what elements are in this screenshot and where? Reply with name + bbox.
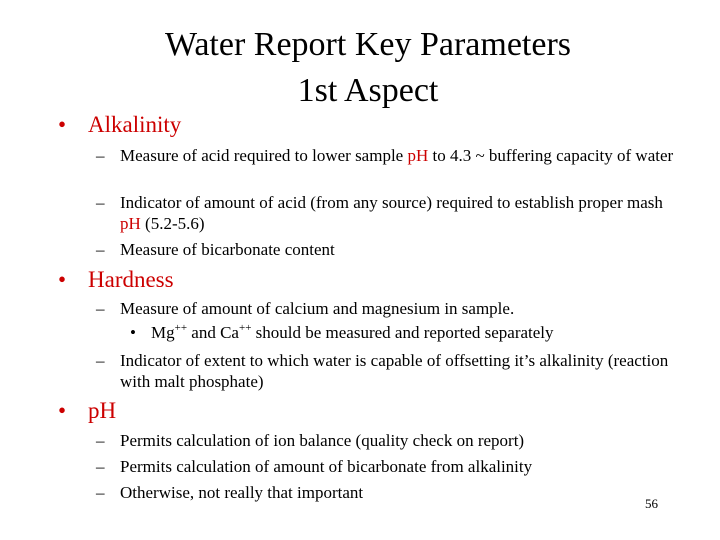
bullet-hardness	[58, 267, 174, 293]
title-line-1: Water Report Key Parameters	[164, 26, 572, 63]
ph-highlight: pH	[120, 214, 141, 233]
item-text: Permits calculation of ion balance (quality check on report)	[120, 431, 525, 450]
bullet-alkalinity	[58, 112, 181, 138]
heading-hardness: Hardness	[88, 267, 174, 292]
dash-icon: –	[96, 146, 105, 165]
alkalinity-item-2	[96, 192, 676, 234]
text-segment: Measure of acid required to lower sample	[120, 146, 408, 165]
bullet-ph	[58, 398, 116, 424]
hardness-item-1	[96, 298, 676, 319]
item-text: Measure of bicarbonate content	[120, 240, 335, 259]
slide-title	[108, 22, 628, 114]
item-text: Otherwise, not really that important	[120, 483, 364, 502]
dash-icon: –	[96, 299, 105, 318]
text-segment: (5.2-5.6)	[140, 214, 205, 233]
dash-icon: –	[96, 457, 105, 476]
item-text: Measure of amount of calcium and magnesium in sample.	[120, 299, 515, 318]
heading-ph: pH	[88, 398, 117, 423]
ph-item-3	[96, 482, 676, 503]
bullet-dot-icon: •	[130, 323, 136, 342]
dash-icon: –	[96, 193, 105, 212]
text-segment: to 4.3 ~ buffering capacity of water	[428, 146, 674, 165]
title-line-2: 1st Aspect	[297, 72, 439, 109]
hardness-item-2	[96, 350, 676, 392]
dash-icon: –	[96, 351, 105, 370]
alkalinity-item-3	[96, 239, 676, 260]
bullet-dot-icon: •	[58, 112, 67, 137]
heading-alkalinity: Alkalinity	[88, 112, 182, 137]
bullet-dot-icon: •	[58, 267, 67, 292]
item-text: Permits calculation of amount of bicarbonate from alkalinity	[120, 457, 533, 476]
text-segment: Indicator of amount of acid (from any source) required to establish proper mash	[120, 193, 663, 212]
ph-item-1	[96, 430, 676, 451]
superscript: ++	[238, 322, 252, 334]
text-segment: Mg	[151, 323, 175, 342]
page-number: 56	[645, 496, 658, 511]
superscript: ++	[174, 322, 188, 334]
text-segment: should be measured and reported separately	[251, 323, 554, 342]
bullet-dot-icon: •	[58, 398, 67, 423]
hardness-subitem-1	[130, 322, 554, 343]
item-text: Indicator of extent to which water is capable of offsetting it’s alkalinity (reaction with malt phosphate)	[120, 351, 669, 391]
ph-highlight: pH	[407, 146, 429, 165]
ph-item-2	[96, 456, 676, 477]
dash-icon: –	[96, 431, 105, 450]
alkalinity-item-1	[96, 145, 676, 166]
dash-icon: –	[96, 483, 105, 502]
text-segment: and Ca	[187, 323, 239, 342]
dash-icon: –	[96, 240, 105, 259]
